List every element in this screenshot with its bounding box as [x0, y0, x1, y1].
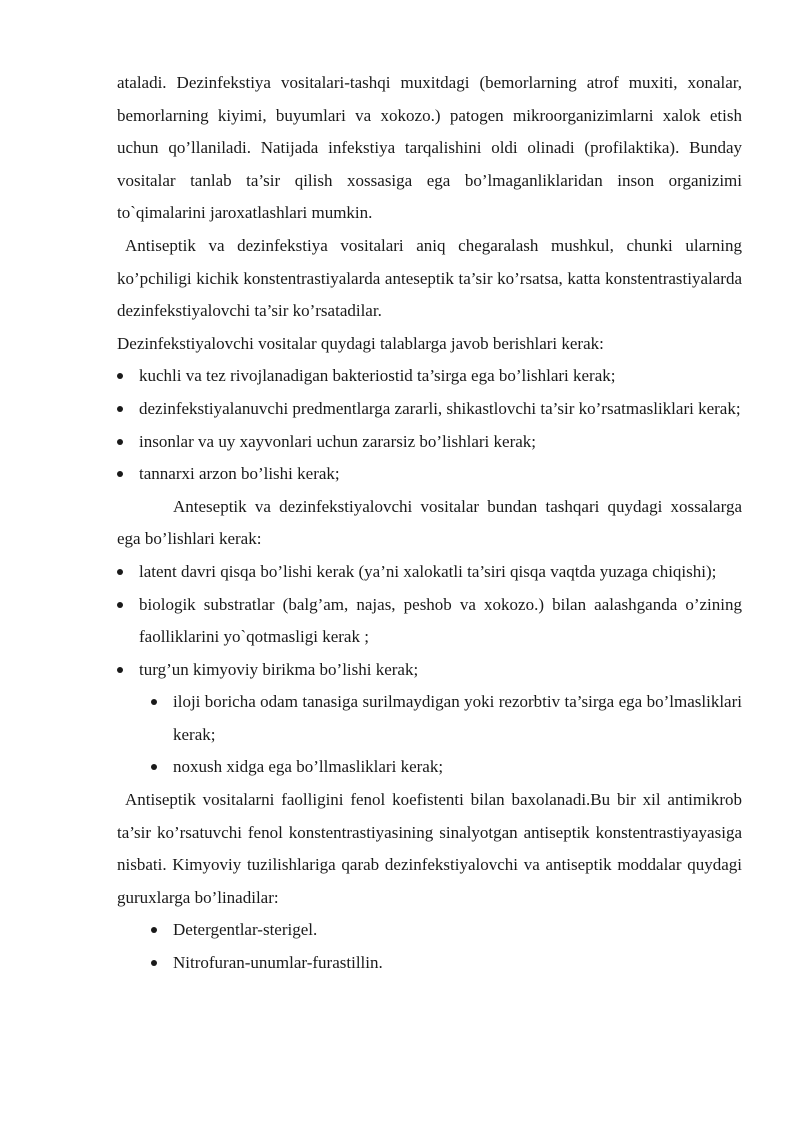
list-item: Detergentlar-sterigel. [151, 914, 742, 947]
list-item: iloji boricha odam tanasiga surilmaydigan yoki rezorbtiv ta’sirga ega bo’lmasliklari kerak; [151, 686, 742, 751]
bullet-icon [117, 373, 123, 379]
paragraph-antiseptic-distinction: Antiseptik va dezinfekstiya vositalari aniq chegaralash mushkul, chunki ularning ko’pchiligi kichik konstentrastiyalarda anteseptik ta’sir ko’rsatsa, katta konstentrastiyalarda dezinfekstiyalovchi ta’sir ko’rsatadilar. [117, 235, 742, 321]
properties-sublist [117, 686, 742, 784]
list-item: latent davri qisqa bo’lishi kerak (ya’ni xalokatli ta’siri qisqa vaqtda yuzaga chiqishi); [117, 556, 742, 589]
bullet-icon [117, 569, 123, 575]
list-item: noxush xidga ega bo’llmasliklari kerak; [151, 751, 742, 784]
bullet-icon [117, 602, 123, 608]
groups-list [117, 914, 742, 979]
list-item: Nitrofuran-unumlar-furastillin. [151, 947, 742, 980]
paragraph-disinfectants-definition: ataladi. Dezinfekstiya vositalari-tashqi muxitdagi (bemorlarning atrof muxiti, xonalar, bemorlarning kiyimi, buyumlari va xokozo.) patogen mikroorganizimlarni xalok etish uchun qo’llaniladi. Natijada infekstiya tarqalishini oldi olinadi (profilaktika). Bunday vositalar tanlab ta’sir qilish xossasiga ega bo’lmaganliklaridan inson organizimi to`qimalarini jaroxatlashlari mumkin. [117, 73, 742, 223]
document-page [117, 67, 742, 980]
bullet-icon [117, 471, 123, 477]
paragraph-requirements-intro: Dezinfekstiyalovchi vositalar quydagi talablarga javob berishlari kerak: [117, 333, 604, 353]
bullet-icon [151, 927, 157, 933]
bullet-icon [117, 667, 123, 673]
bullet-icon [117, 439, 123, 445]
bullet-icon [117, 406, 123, 412]
list-item: dezinfekstiyalanuvchi predmentlarga zararli, shikastlovchi ta’sir ko’rsatmasliklari kerak; [117, 393, 742, 426]
bullet-icon [151, 764, 157, 770]
list-item: biologik substratlar (balg’am, najas, peshob va xokozo.) bilan aalashganda o’zining faolliklarini yo`qotmasligi kerak ; [117, 589, 742, 654]
paragraph-phenol-coefficient: Antiseptik vositalarni faolligini fenol koefistenti bilan baxolanadi.Bu bir xil antimikrob ta’sir ko’rsatuvchi fenol konstentrastiyasining sinalyotgan antiseptik konstentrastiyayasiga nisbati. Kimyoviy tuzilishlariga qarab dezinfekstiyalovchi va antiseptik moddalar quydagi guruxlarga bo’linadilar: [117, 790, 742, 907]
paragraph-properties-intro: Anteseptik va dezinfekstiyalovchi vositalar bundan tashqari quydagi xossalarga ega bo’lishlari kerak: [117, 496, 742, 549]
bullet-icon [151, 699, 157, 705]
requirements-list [117, 360, 742, 490]
bullet-icon [151, 960, 157, 966]
list-item: turg’un kimyoviy birikma bo’lishi kerak; [117, 654, 742, 687]
list-item: insonlar va uy xayvonlari uchun zararsiz bo’lishlari kerak; [117, 426, 742, 459]
list-item: kuchli va tez rivojlanadigan bakteriostid ta’sirga ega bo’lishlari kerak; [117, 360, 742, 393]
list-item: tannarxi arzon bo’lishi kerak; [117, 458, 742, 491]
properties-list [117, 556, 742, 686]
